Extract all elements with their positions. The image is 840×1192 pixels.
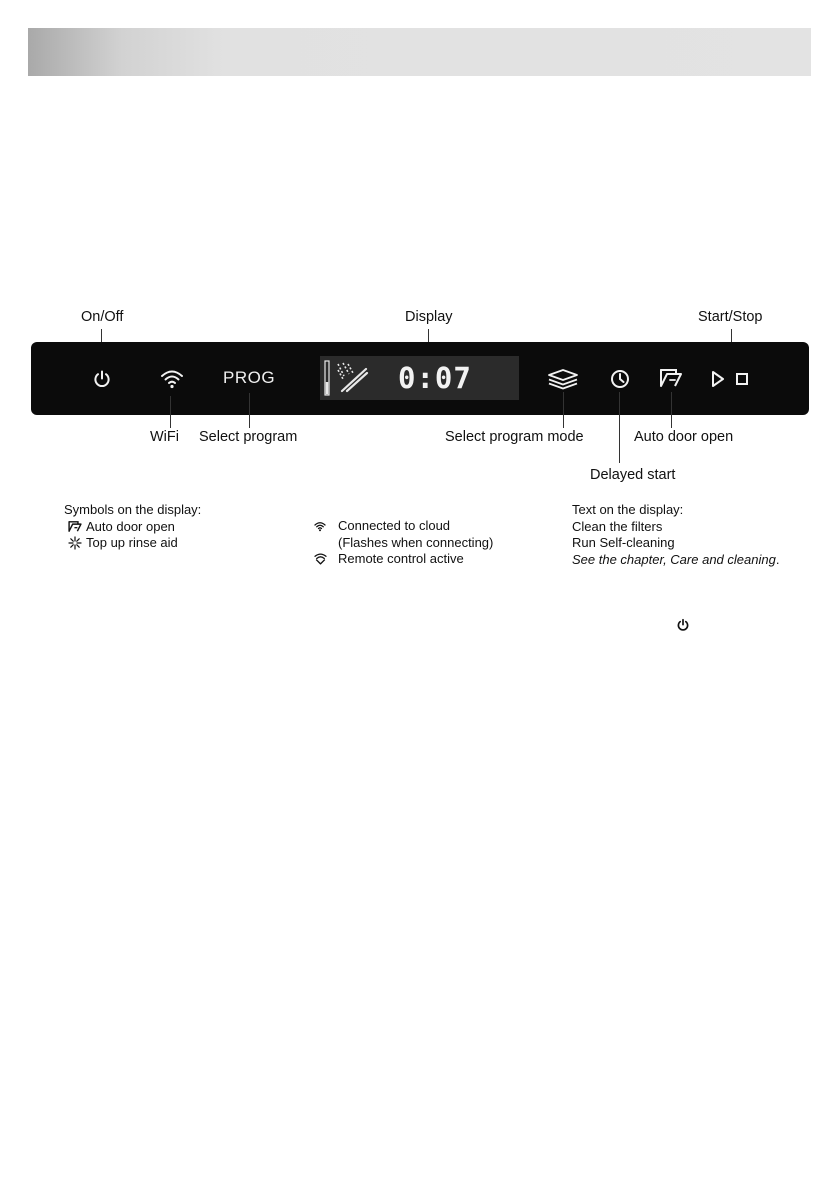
legend-row-cloud [314,518,493,535]
section-header-bar [28,28,811,76]
leader-wifi [170,396,171,428]
legend-row-rinse-aid [64,535,201,552]
auto-door-small-icon [67,520,83,533]
callout-on-off: On/Off [81,309,124,325]
display-level-bar [323,360,331,396]
display-spray-symbol [334,360,370,394]
remote-control-icon [314,553,327,565]
wifi-small-icon [314,521,326,532]
layers-icon [547,368,579,390]
legend-connectivity [314,518,493,568]
legend-row-remote [314,551,493,568]
leader-delayed-start [619,392,620,463]
power-icon [92,369,112,389]
leader-program-mode [563,392,564,428]
callout-select-program: Select program [199,429,298,445]
stop-icon [735,372,749,386]
legend-symbols [64,502,201,552]
legend-text-heading: Text on the display: [572,502,684,517]
see-chapter-reference: See the chapter, Care and cleaning [572,551,776,567]
legend-auto-door-label: Auto door open [86,518,175,534]
play-icon [711,370,725,388]
callout-wifi: WiFi [150,429,179,445]
display-time: 0:07 [398,361,472,395]
clock-icon [610,369,630,389]
legend-row-auto-door [64,519,201,536]
auto-door-button[interactable] [657,366,685,390]
inline-power-symbol [676,618,690,637]
legend-cloud-note: (Flashes when connecting) [338,534,494,550]
callout-select-program-mode: Select program mode [445,429,584,445]
leader-auto-door [671,392,672,428]
power-button[interactable] [90,367,114,391]
level-bar-icon [324,360,330,396]
start-stop-button[interactable] [710,368,750,390]
leader-select-program [249,393,250,428]
legend-text-self-clean: Run Self-cleaning [572,535,675,550]
callout-start-stop: Start/Stop [698,309,763,325]
legend-text-filters: Clean the filters [572,518,663,534]
auto-door-icon [658,367,684,389]
legend-text-see-chapter [572,552,779,569]
callout-auto-door-open: Auto door open [634,429,734,445]
power-small-icon [676,618,690,632]
legend-cloud-label: Connected to cloud [338,518,451,533]
legend-remote-label: Remote control active [338,551,464,566]
legend-rinse-aid-label: Top up rinse aid [86,535,178,550]
program-mode-button[interactable] [546,367,580,391]
legend-symbols-heading: Symbols on the display: [64,502,202,517]
legend-display-text [572,502,779,568]
legend-row-cloud-note [314,535,493,552]
delayed-start-button[interactable] [609,368,631,390]
see-chapter-period: . [775,551,780,567]
wifi-button[interactable] [159,366,185,392]
prog-button[interactable]: PROG [223,368,276,387]
rinse-aid-icon [68,536,82,550]
callout-delayed-start: Delayed start [590,467,676,483]
wifi-icon [160,368,184,390]
callout-display: Display [405,309,453,325]
spray-arm-icon [334,360,370,394]
